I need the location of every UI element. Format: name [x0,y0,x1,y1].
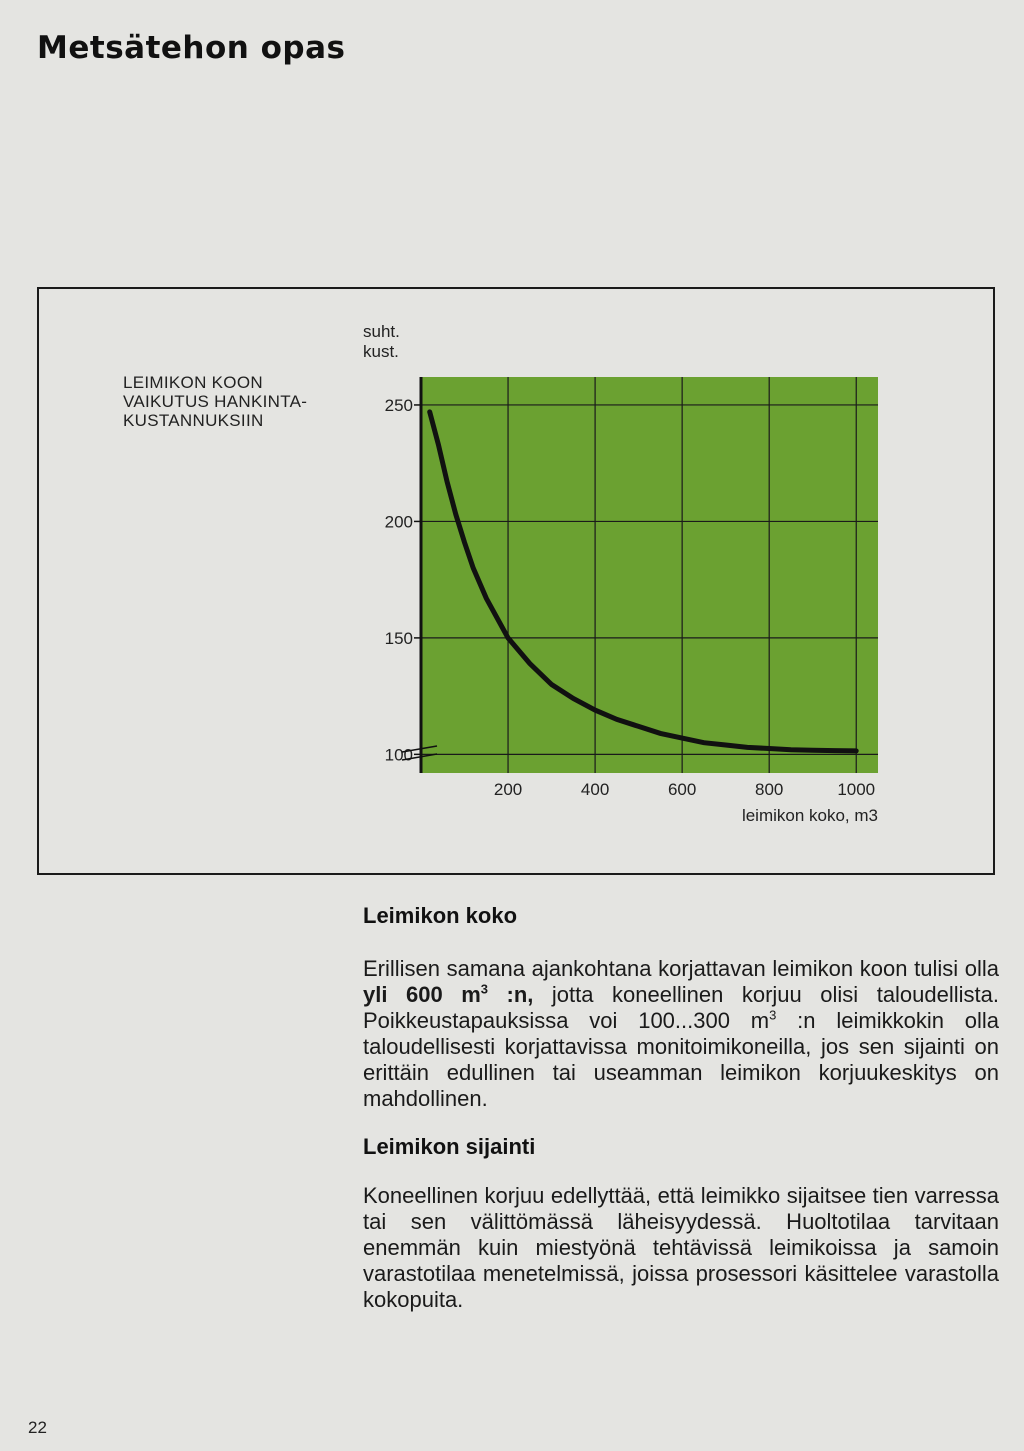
y-tick-label: 200 [384,512,413,532]
x-tick-label: 400 [580,780,610,799]
y-tick-label: 250 [384,395,413,415]
header-title: Metsätehon opas [37,30,346,66]
x-tick-label: 200 [493,780,523,799]
x-tick-label: 600 [667,780,697,799]
paragraph-leimikon-koko: Erillisen samana ajankohtana korjattavan leimikon koon tulisi olla yli 600 $m^3$ :n, jotta koneellinen korjuu olisi taloudellista. Poikkeustapauksissa voi 100...300 $m^3$ :n leimikkokin olla taloudellisesti korjattavissa monitoimikoneilla, jos sen sijainti on erittäin edullinen tai useamman leimikon korjuukeskitys on mahdollinen. [363,956,1000,1111]
x-axis-label: leimikon koko, m3 [741,806,878,825]
plot-area [421,377,878,773]
page-number: 22 [28,1418,47,1437]
paragraph-leimikon-sijainti: Koneellinen korjuu edellyttää, että leimikko sijaitsee tien varressa tai sen välittömässä läheisyydessä. Huoltotilaa tarvitaan enemmän kuin miestyönä tehtävissä leimikoissa ja samoin varastotilaa menetelmissä, joissa prosessori käsittelee varastolla kokopuita. [363,1183,999,1312]
y-tick-label: 150 [384,628,413,648]
y-axis-label-line-2: kust. [363,342,399,361]
y-tick-label: 100 [384,745,413,765]
x-tick-label: 800 [755,780,784,799]
figure-caption: LEIMIKON KOON VAIKUTUS HANKINTA- KUSTANNUKSIIN [123,373,308,430]
y-axis-label-line-1: suht. [363,322,400,341]
section-heading-leimikon-koko: Leimikon koko [363,903,518,928]
section-heading-leimikon-sijainti: Leimikon sijainti [363,1134,536,1159]
x-tick-label: 1000 [837,780,876,799]
